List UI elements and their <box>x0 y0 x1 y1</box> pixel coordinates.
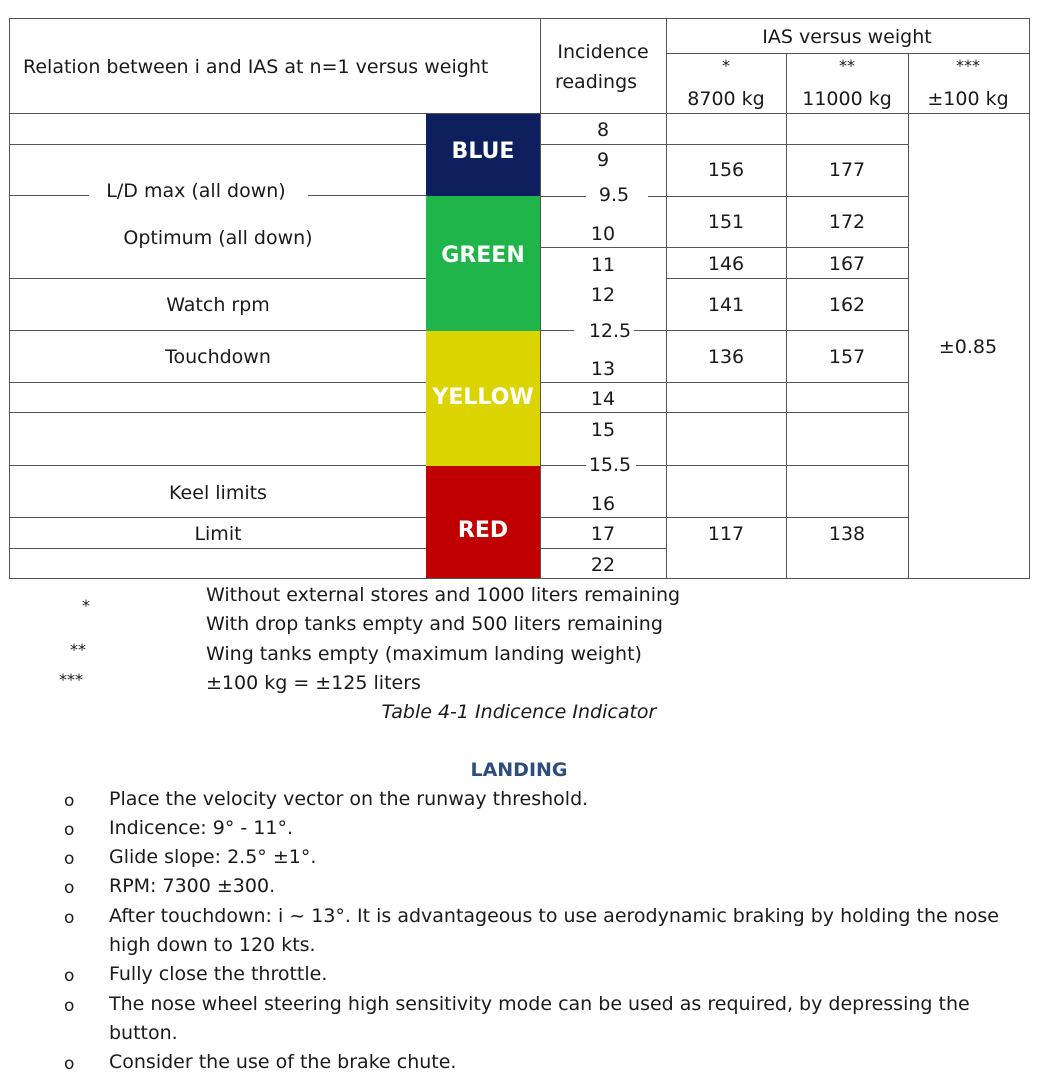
row-line <box>666 330 908 331</box>
bullet-icon: o <box>64 849 75 869</box>
row-label-ld-max: L/D max (all down) <box>106 180 286 202</box>
row-line <box>308 195 426 196</box>
incidence-reading: 17 <box>590 523 616 545</box>
col1-weight: 8700 kg <box>687 88 765 110</box>
row-line <box>9 144 426 145</box>
table-border-top <box>9 18 1030 19</box>
footnote-text: With drop tanks empty and 500 liters remaining <box>206 613 663 635</box>
ias-8700-value: 136 <box>707 346 745 368</box>
zone-label-red: RED <box>457 518 509 543</box>
row-line <box>648 196 666 197</box>
row-line <box>9 382 426 383</box>
landing-item: Glide slope: 2.5° ±1°. <box>109 846 317 868</box>
row-line <box>636 465 666 466</box>
ias-8700-value: 151 <box>707 211 745 233</box>
bullet-icon: o <box>64 996 75 1016</box>
col2-mark: ** <box>839 56 855 75</box>
incidence-reading: 12.5 <box>588 320 632 342</box>
row-line <box>540 382 666 383</box>
row-line <box>9 330 426 331</box>
landing-item: The nose wheel steering high sensitivity mode can be used as required, by depressing the button. <box>109 993 970 1044</box>
header-divider <box>666 53 1030 54</box>
row-line <box>540 247 666 248</box>
row-line <box>540 330 574 331</box>
footnote-text: Without external stores and 1000 liters remaining <box>206 584 681 606</box>
row-label-optimum: Optimum (all down) <box>123 227 313 249</box>
incidence-reading: 13 <box>590 358 616 380</box>
table-border-right <box>1029 18 1030 579</box>
ias-11000-value: 172 <box>828 211 866 233</box>
col1-mark: * <box>722 56 730 75</box>
incidence-reading: 15.5 <box>588 454 632 476</box>
row-line <box>634 330 666 331</box>
table-border-left <box>9 18 10 579</box>
ias-11000-value: 162 <box>828 294 866 316</box>
row-line <box>9 195 89 196</box>
row-line <box>540 412 666 413</box>
row-line <box>666 196 908 197</box>
col-divider <box>540 18 541 579</box>
table-border-bottom <box>9 578 1030 579</box>
footnote-text: Wing tanks empty (maximum landing weight) <box>206 643 642 665</box>
incidence-header-line1: Incidence <box>557 41 649 63</box>
row-line <box>666 412 908 413</box>
relation-header: Relation between i and IAS at n=1 versus weight <box>23 56 489 78</box>
ias-11000-value: 177 <box>828 159 866 181</box>
zone-label-yellow: YELLOW <box>432 385 534 410</box>
bullet-icon: o <box>64 791 75 811</box>
landing-heading: LANDING <box>470 759 568 781</box>
ias-header: IAS versus weight <box>762 26 932 48</box>
landing-item: Consider the use of the brake chute. <box>109 1051 457 1073</box>
row-line <box>666 465 908 466</box>
col-divider <box>666 18 667 579</box>
landing-item: Place the velocity vector on the runway threshold. <box>109 788 589 810</box>
row-label-touchdown: Touchdown <box>165 346 271 368</box>
row-line <box>666 382 908 383</box>
footnote-mark: *** <box>59 670 83 689</box>
row-line <box>9 465 426 466</box>
footnote-mark: ** <box>70 640 86 659</box>
bullet-icon: o <box>64 908 75 928</box>
ias-8700-value: 141 <box>707 294 745 316</box>
row-line <box>540 517 666 518</box>
ias-8700-value: 117 <box>707 523 745 545</box>
incidence-reading: 22 <box>590 554 616 576</box>
footnote-mark: * <box>82 596 90 615</box>
footnote-text: ±100 kg = ±125 liters <box>206 672 421 694</box>
row-line <box>666 278 908 279</box>
ias-11000-value: 138 <box>828 523 866 545</box>
row-line <box>9 278 426 279</box>
bullet-icon: o <box>64 820 75 840</box>
incidence-reading: 11 <box>590 254 616 276</box>
ias-8700-value: 146 <box>707 253 745 275</box>
col-divider <box>908 53 909 579</box>
row-line <box>666 247 908 248</box>
incidence-reading: 16 <box>590 493 616 515</box>
tolerance-value: ±0.85 <box>938 336 998 358</box>
row-line <box>9 517 426 518</box>
landing-item: Fully close the throttle. <box>109 963 328 985</box>
incidence-reading: 10 <box>590 223 616 245</box>
bullet-icon: o <box>64 878 75 898</box>
incidence-reading: 8 <box>596 119 610 141</box>
ias-11000-value: 157 <box>828 346 866 368</box>
col3-weight: ±100 kg <box>927 88 1009 110</box>
zone-label-green: GREEN <box>441 243 525 268</box>
incidence-reading: 9 <box>596 149 610 171</box>
row-line <box>540 548 666 549</box>
incidence-header-line2: readings <box>554 71 638 93</box>
row-label-watch-rpm: Watch rpm <box>166 294 270 316</box>
row-line <box>540 196 586 197</box>
bullet-icon: o <box>64 966 75 986</box>
ias-11000-value: 167 <box>828 253 866 275</box>
incidence-reading: 14 <box>590 388 616 410</box>
zone-label-blue: BLUE <box>451 139 515 164</box>
ias-8700-value: 156 <box>707 159 745 181</box>
incidence-reading: 15 <box>590 419 616 441</box>
col-divider <box>786 53 787 579</box>
landing-item: After touchdown: i ~ 13°. It is advantageous to use aerodynamic braking by holding the nose high down to 120 kts. <box>109 905 999 956</box>
row-line <box>666 517 908 518</box>
row-line <box>540 144 666 145</box>
col2-weight: 11000 kg <box>802 88 892 110</box>
row-line <box>9 548 426 549</box>
header-bottom <box>9 113 1030 114</box>
row-line <box>9 412 426 413</box>
landing-item: Indicence: 9° - 11°. <box>109 817 293 839</box>
col3-mark: *** <box>956 56 980 75</box>
table-caption: Table 4-1 Indicence Indicator <box>381 701 657 723</box>
row-label-keel-limits: Keel limits <box>169 482 267 504</box>
landing-item: RPM: 7300 ±300. <box>109 875 276 897</box>
row-line <box>540 465 586 466</box>
incidence-reading: 12 <box>590 284 616 306</box>
row-label-limit: Limit <box>194 523 242 545</box>
bullet-icon: o <box>64 1054 75 1074</box>
incidence-reading: 9.5 <box>598 184 630 206</box>
row-line <box>666 144 908 145</box>
